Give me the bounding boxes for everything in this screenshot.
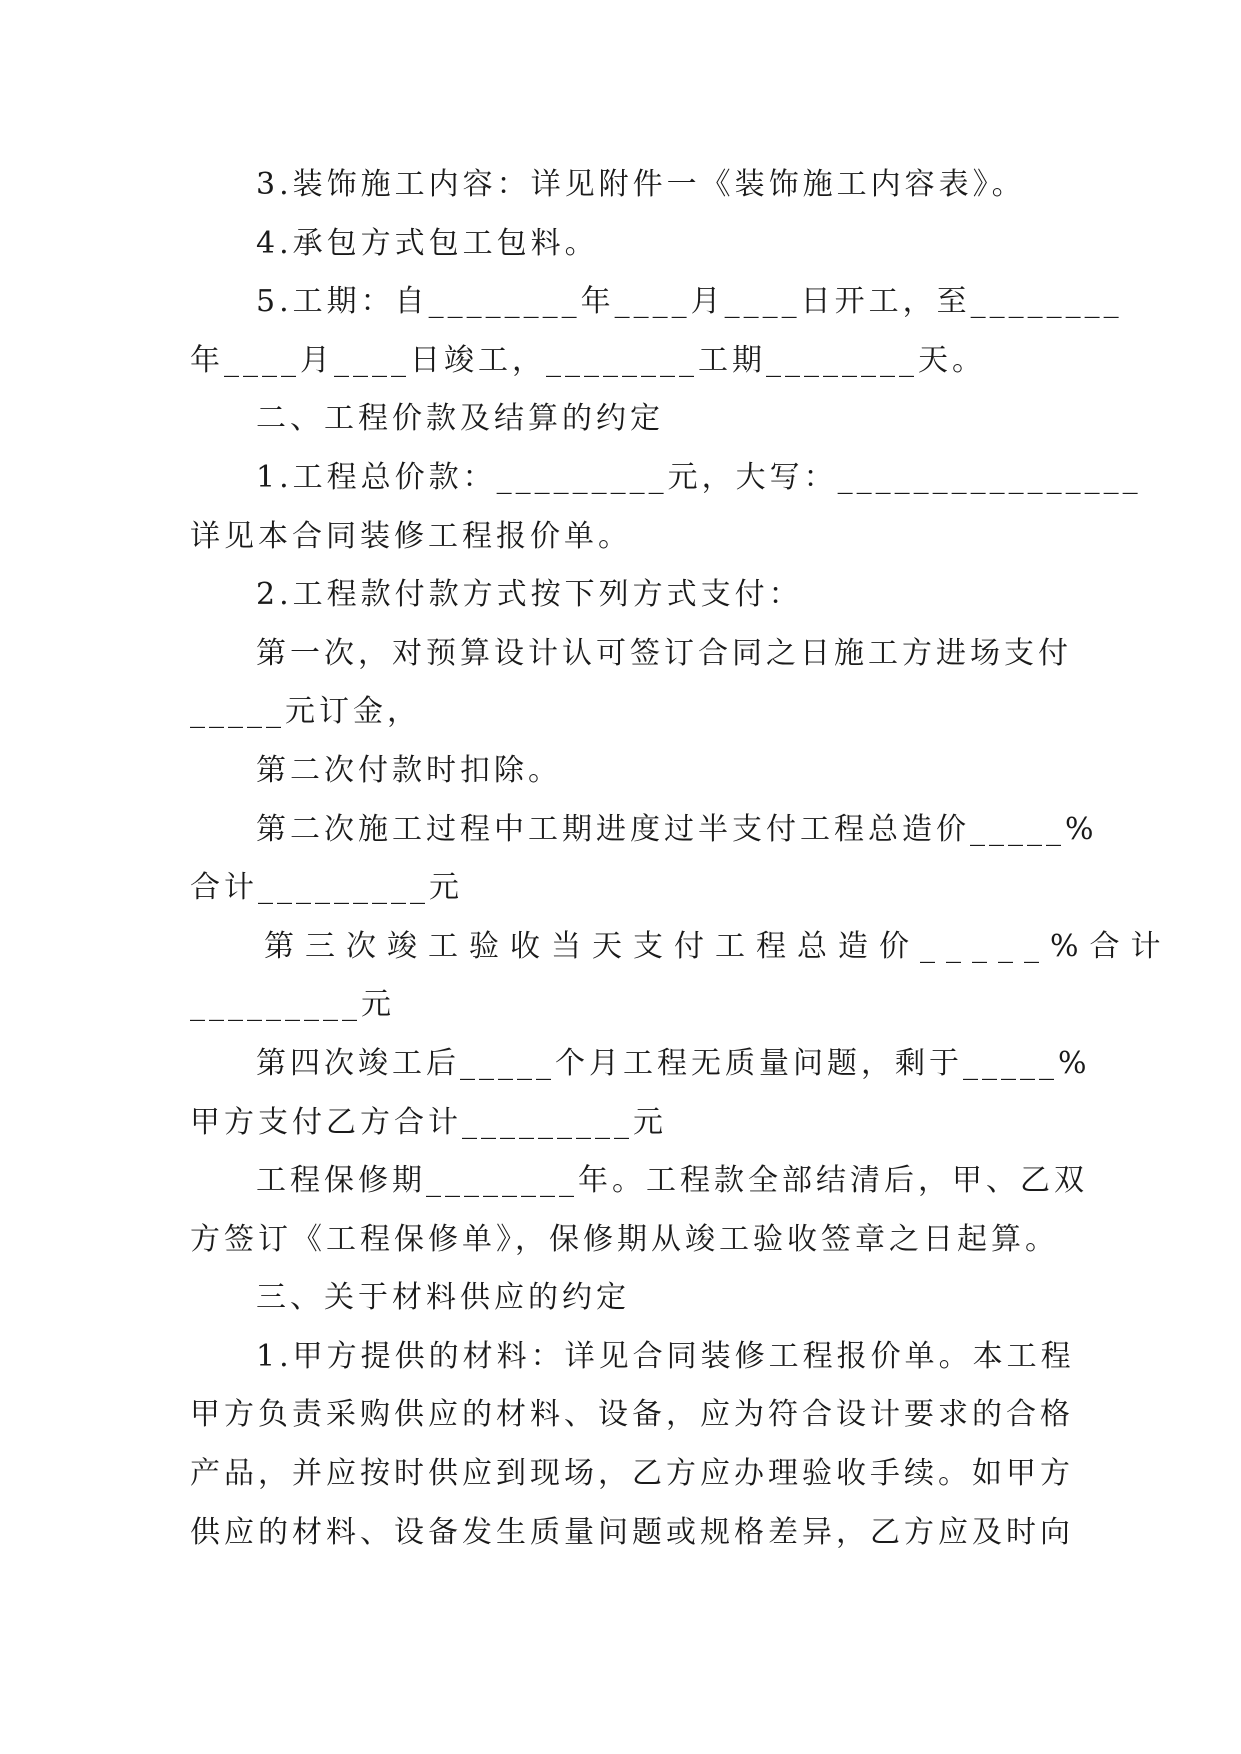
clause-5-period-cont: 年____月____日竣工，________工期________天。 <box>190 342 986 378</box>
payment-first: 第一次，对预算设计认可签订合同之日施工方进场支付 <box>256 635 1072 671</box>
payment-fourth: 第四次竣工后_____个月工程无质量问题，剩于_____% <box>256 1045 1091 1081</box>
payment-second: 第二次施工过程中工期进度过半支付工程总造价_____% <box>256 811 1098 847</box>
clause-3-1-cont-2: 产品，并应按时供应到现场，乙方应办理验收手续。如甲方 <box>190 1456 1074 1492</box>
clause-3-1-cont-3: 供应的材料、设备发生质量问题或规格差异，乙方应及时向 <box>190 1514 1074 1550</box>
clause-3-1-cont-1: 甲方负责采购供应的材料、设备，应为符合设计要求的合格 <box>190 1397 1074 1433</box>
clause-3-content: 3.装饰施工内容：详见附件一《装饰施工内容表》。 <box>256 167 1026 202</box>
document-body <box>190 156 1172 1562</box>
warranty-period: 工程保修期________年。工程款全部结清后，甲、乙双 <box>256 1163 1088 1199</box>
section-2-heading: 二、工程价款及结算的约定 <box>256 401 664 437</box>
payment-third: 第三次竣工验收当天支付工程总造价_____%合计 <box>264 928 1172 964</box>
clause-2-1-total-price: 1.工程总价款：_________元，大写：________________ <box>256 459 1142 495</box>
payment-third-cont: _________元 <box>190 987 395 1023</box>
payment-first-cont: _____元订金， <box>190 694 421 730</box>
payment-second-cont: 合计_________元 <box>190 870 463 906</box>
clause-2-1-cont: 详见本合同装修工程报价单。 <box>190 518 632 554</box>
payment-fourth-cont: 甲方支付乙方合计_________元 <box>190 1104 667 1140</box>
section-3-heading: 三、关于材料供应的约定 <box>256 1280 630 1316</box>
clause-3-1-materials: 1.甲方提供的材料：详见合同装修工程报价单。本工程 <box>256 1338 1075 1374</box>
clause-5-period: 5.工期：自________年____月____日开工，至________ <box>256 284 1123 320</box>
warranty-period-cont: 方签订《工程保修单》，保修期从竣工验收签章之日起算。 <box>190 1221 1059 1257</box>
clause-2-2-payment: 2.工程款付款方式按下列方式支付： <box>256 577 803 613</box>
clause-4-contract-mode: 4.承包方式包工包料。 <box>256 225 599 261</box>
payment-deduct-note: 第二次付款时扣除。 <box>256 752 562 788</box>
